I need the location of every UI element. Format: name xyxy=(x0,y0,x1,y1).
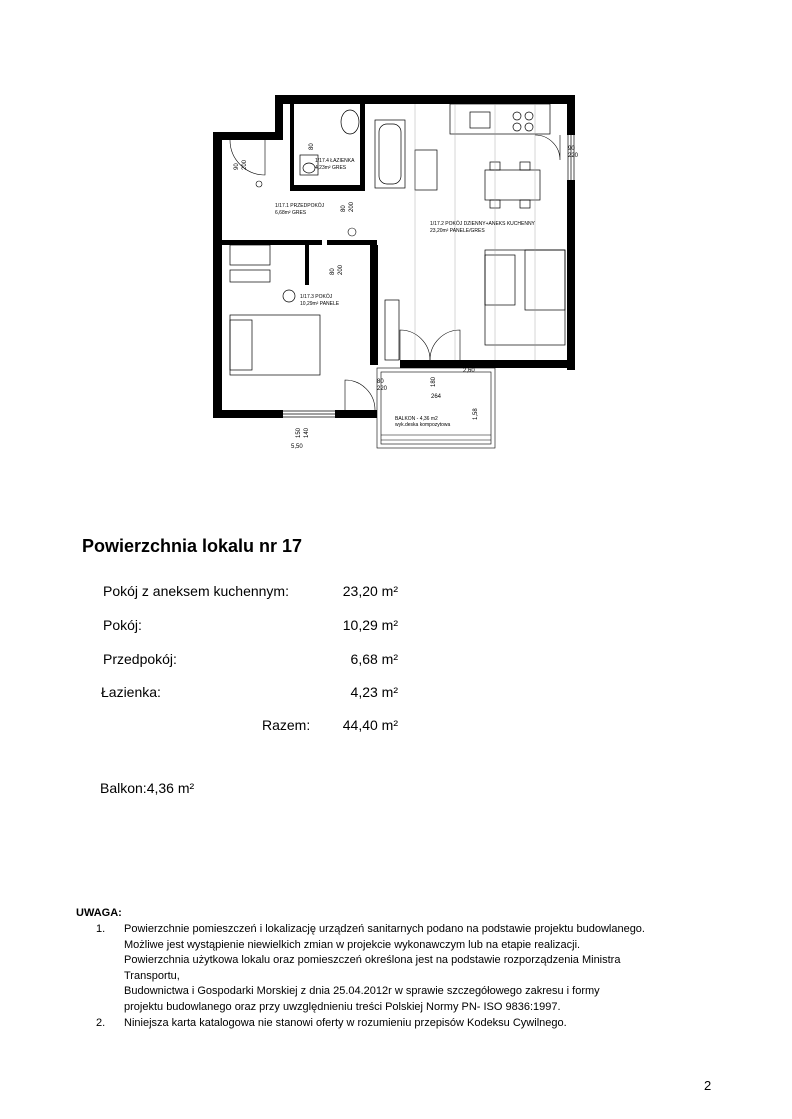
room-area-hall: 6,68m² GRES xyxy=(275,210,307,216)
room-area-balcony: wyk.deska kompozytowa xyxy=(395,422,451,428)
note-line: Powierzchnie pomieszczeń i lokalizację urządzeń sanitarnych podano na podstawie projektu budowlanego. xyxy=(124,923,645,935)
floor-plan-drawing xyxy=(205,90,595,460)
area-row-value: 6,68 m² xyxy=(350,651,398,667)
dim-label: 200 xyxy=(349,201,355,212)
dim-label: 2,60 xyxy=(463,368,475,374)
dim-label: 80 xyxy=(341,205,347,212)
area-total-value: 44,40 m² xyxy=(342,717,398,733)
room-label-balcony: BALKON - 4,36 m2 xyxy=(395,416,438,422)
notes-list xyxy=(96,922,736,1031)
dim-label: 140 xyxy=(304,427,310,438)
note-item xyxy=(96,922,736,1016)
dim-label: 80 xyxy=(377,379,384,385)
note-line: Powierzchnia użytkowa lokalu oraz pomieszczeń określona jest na podstawie rozporządzenia Ministra xyxy=(124,954,621,967)
area-row-value: 10,29 m² xyxy=(342,617,398,633)
balcony-area: Balkon:4,36 m² xyxy=(100,780,195,796)
area-row-label: Przedpokój: xyxy=(103,651,177,667)
dim-label: 220 xyxy=(377,386,388,392)
room-label-bathroom: 1/17.4 ŁAZIENKA xyxy=(315,158,355,164)
note-line: Budownictwa i Gospodarki Morskiej z dnia 25.04.2012r w sprawie szczegółowego zakresu i formy xyxy=(124,985,600,998)
area-row-label: Łazienka: xyxy=(101,684,161,700)
note-number: 2. xyxy=(96,1016,106,1029)
note-number: 1. xyxy=(96,923,106,935)
room-label-living: 1/17.2 POKÓJ DZIENNY+ANEKS KUCHENNY xyxy=(430,221,535,227)
area-total-label: Razem: xyxy=(262,717,311,733)
room-label-hall: 1/17.1 PRZEDPOKÓJ xyxy=(275,203,325,209)
windows xyxy=(283,135,574,417)
area-row-value: 4,23 m² xyxy=(350,684,398,700)
dim-label: 90 xyxy=(234,163,240,170)
dim-label: 90 xyxy=(568,146,575,152)
note-line: projektu budowlanego oraz przy uwzględnieniu treści Polskiej Normy PN- ISO 9836:1997. xyxy=(124,1000,561,1013)
dim-label: 5,50 xyxy=(291,444,303,450)
note-line: Transportu, xyxy=(124,969,180,982)
room-area-bathroom: 4,23m² GRES xyxy=(315,165,347,171)
dim-label: 200 xyxy=(242,159,248,170)
doors xyxy=(230,135,560,410)
note-line: Niniejsza karta katalogowa nie stanowi oferty w rozumieniu przepisów Kodeksu Cywilnego. xyxy=(124,1016,567,1029)
page-number: 2 xyxy=(704,1078,712,1093)
area-row-value: 23,20 m² xyxy=(342,583,398,599)
dim-label: 1,58 xyxy=(473,408,479,420)
area-row-label: Pokój: xyxy=(103,617,142,633)
dim-label: 150 xyxy=(296,427,302,438)
dimension-labels xyxy=(234,143,579,450)
room-area-living: 23,20m² PANELE/GRES xyxy=(430,228,485,234)
note-item xyxy=(96,1016,736,1032)
walls xyxy=(213,95,575,418)
dim-label: 200 xyxy=(338,264,344,275)
notes-title: UWAGA: xyxy=(76,907,122,919)
room-area-bedroom: 10,29m² PANELE xyxy=(300,301,340,307)
page-title: Powierzchnia lokalu nr 17 xyxy=(82,536,303,556)
fixtures xyxy=(230,104,565,375)
dim-label: 180 xyxy=(431,376,437,387)
dim-label: 264 xyxy=(431,394,442,400)
room-labels xyxy=(275,158,536,428)
dim-label: 80 xyxy=(309,143,315,150)
dim-label: 220 xyxy=(568,153,579,159)
note-line: Możliwe jest wystąpienie niewielkich zmian w projekcie wykonawczym lub na etapie realizacji. xyxy=(124,938,581,951)
area-row-label: Pokój z aneksem kuchennym: xyxy=(103,583,289,599)
dim-label: 80 xyxy=(330,268,336,275)
room-label-bedroom: 1/17.3 POKÓJ xyxy=(300,294,333,300)
